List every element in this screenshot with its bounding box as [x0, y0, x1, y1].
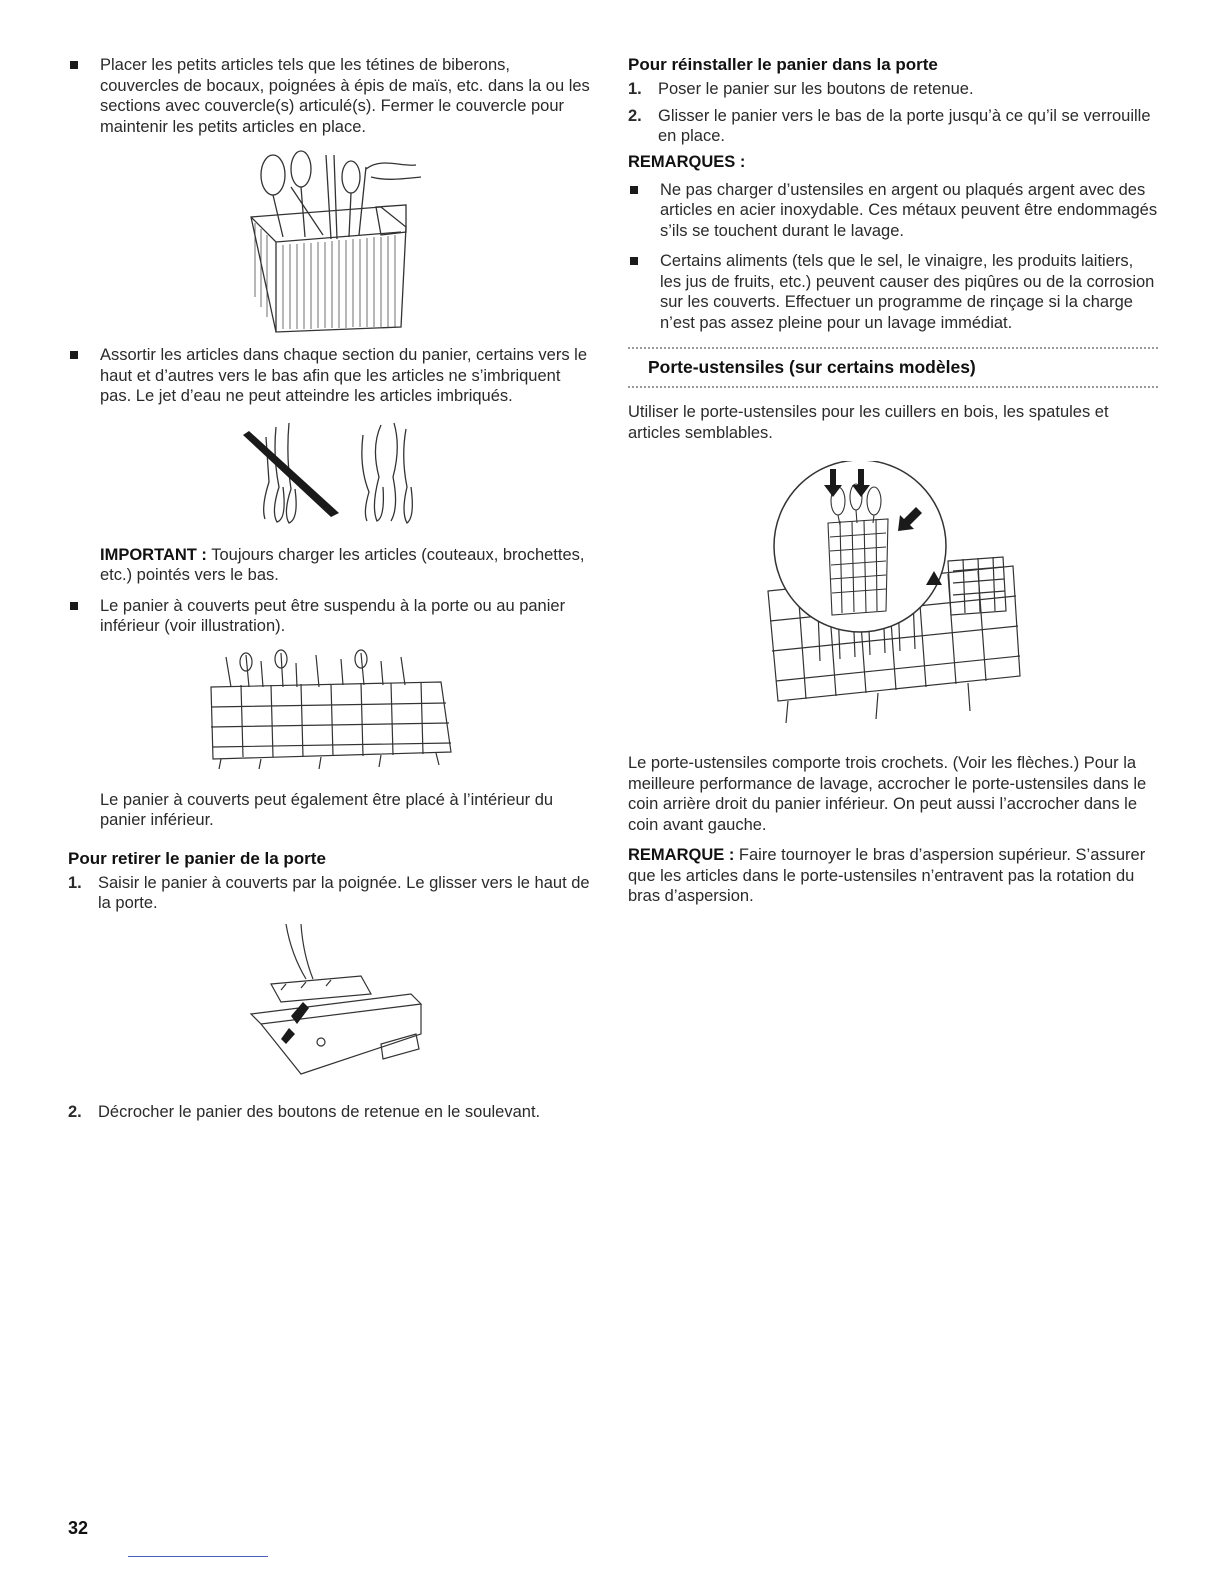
bullet-sort-items: Assortir les articles dans chaque section du panier, certains vers le haut et d’autres vers le bas afin que les articles ne s’imbriquent pas. Le jet d’eau ne peut atteindre les articles imbriqués. [68, 345, 593, 407]
remarques-label: REMARQUES : [628, 152, 746, 171]
section-divider-bottom [628, 386, 1158, 388]
bullet-small-items: Placer les petits articles tels que les tétines de biberons, couvercles de bocaux, poignées à épis de maïs, etc. dans la ou les sections avec couvercle(s) articulé(s). Fermer le couvercle pour maintenir les petits articles en place. [68, 55, 593, 137]
remarque-label: REMARQUE : [628, 846, 735, 864]
remove-step-1 [68, 873, 593, 914]
reinstall-step-2 [628, 106, 1158, 147]
remarque-text: Faire tournoyer le bras d’aspersion supérieur. S’assurer que les articles dans le porte-ustensiles n’entravent pas la rotation du bras d’aspersion. [628, 846, 1146, 905]
step-number: 1. [628, 80, 642, 98]
section-header [628, 347, 1158, 388]
bullet-hang-basket: Le panier à couverts peut être suspendu à la porte ou au panier inférieur (voir illustration). [68, 596, 593, 637]
step-text: Glisser le panier vers le bas de la porte jusqu’à ce qu’il se verrouille en place. [658, 106, 1151, 145]
important-note [68, 545, 593, 586]
step-text: Poser le panier sur les boutons de retenue. [658, 80, 974, 98]
remarque-foods: Certains aliments (tels que le sel, le vinaigre, les produits laitiers, les jus de fruits, etc.) peuvent causer des piqûres ou de la corrosion sur les couverts. Effectuer un programme de rinçage si la charge n’est pas assez pleine pour un lavage immédiat. [628, 251, 1158, 333]
utensil-holder-rack-illustration [758, 461, 1028, 731]
right-column [628, 55, 1158, 907]
step-number: 1. [68, 873, 82, 892]
silverware-basket-illustration [231, 147, 431, 335]
inside-basket-text: Le panier à couverts peut également être placé à l’intérieur du panier inférieur. [100, 790, 554, 829]
remarque-silver: Ne pas charger d’ustensiles en argent ou plaqués argent avec des articles en acier inoxydable. Ces métaux peuvent être endommagés s’ils se touchent durant le lavage. [628, 180, 1158, 242]
step-number: 2. [68, 1102, 82, 1121]
reinstall-basket-heading: Pour réinstaller le panier dans la porte [628, 55, 938, 74]
basket-on-rack-illustration [201, 647, 461, 772]
important-text: Toujours charger les articles (couteaux, brochettes, etc.) pointés vers le bas. [100, 545, 585, 584]
page-number: 32 [68, 1518, 89, 1538]
cutlery-orientation-illustration [231, 417, 431, 529]
remove-step-2 [68, 1102, 593, 1123]
reinstall-step-1 [628, 79, 1158, 100]
remove-basket-door-illustration [231, 924, 431, 1084]
step-text: Saisir le panier à couverts par la poignée. Le glisser vers le haut de la porte. [98, 873, 590, 912]
holder-description: Le porte-ustensiles comporte trois crochets. (Voir les flèches.) Pour la meilleure performance de lavage, accrocher le porte-ustensiles dans le coin arrière droit du panier inférieur. On peut aussi l’accrocher dans le coin avant gauche. [628, 754, 1147, 834]
footer-rule [128, 1556, 268, 1557]
important-label: IMPORTANT : [100, 545, 207, 564]
section-title: Porte-ustensiles (sur certains modèles) [648, 357, 976, 377]
step-text: Décrocher le panier des boutons de retenue en le soulevant. [98, 1102, 541, 1121]
step-number: 2. [628, 106, 642, 125]
holder-intro: Utiliser le porte-ustensiles pour les cuillers en bois, les spatules et articles semblables. [628, 403, 1109, 442]
remarque-spray-arm [628, 845, 1158, 907]
left-column [68, 55, 593, 1128]
remove-basket-heading: Pour retirer le panier de la porte [68, 848, 326, 868]
